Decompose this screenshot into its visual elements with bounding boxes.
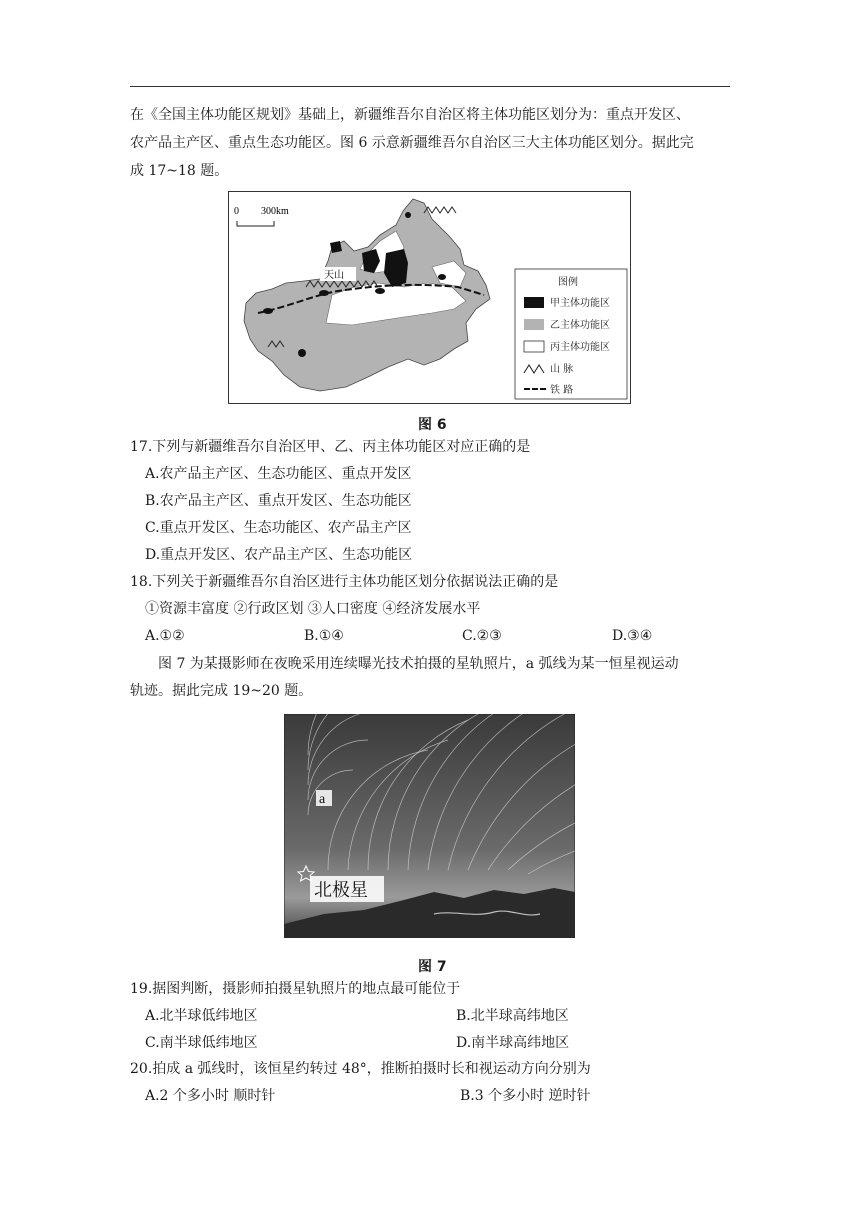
intro2-line2: 轨迹。据此完成 19~20 题。 xyxy=(130,683,313,699)
tianshan-label: 天山 xyxy=(324,270,344,281)
header-rule xyxy=(130,86,730,87)
q18-option-a: A.①② xyxy=(145,628,185,644)
figure-6-map xyxy=(228,191,632,409)
q17-option-d: D.重点开发区、农产品主产区、生态功能区 xyxy=(145,547,413,563)
q17-option-c: C.重点开发区、生态功能区、农产品主产区 xyxy=(145,520,412,536)
q18-option-b: B.①④ xyxy=(304,628,344,644)
q18-stem: 18.下列关于新疆维吾尔自治区进行主体功能区划分依据说法正确的是 xyxy=(130,574,559,590)
legend-label-mountain: 山 脉 xyxy=(550,364,574,375)
intro2-line1: 图 7 为某摄影师在夜晚采用连续曝光技术拍摄的星轨照片，a 弧线为某一恒星视运动 xyxy=(158,656,679,672)
q18-option-d: D.③④ xyxy=(612,628,653,644)
q18-option-c: C.②③ xyxy=(462,628,502,644)
figure-6-caption: 图 6 xyxy=(418,417,447,433)
figure-7-photo xyxy=(284,714,575,942)
intro1-line2: 农产品主产区、重点生态功能区。图 6 示意新疆维吾尔自治区三大主体功能区划分。据此完 xyxy=(130,135,694,151)
q20-stem: 20.拍成 a 弧线时，该恒星约转过 48°，推断拍摄时长和视运动方向分别为 xyxy=(130,1061,591,1077)
q17-stem: 17.下列与新疆维吾尔自治区甲、乙、丙主体功能区对应正确的是 xyxy=(130,439,531,455)
map-legend xyxy=(515,269,627,399)
label-a: a xyxy=(319,792,326,807)
q20-option-a: A.2 个多小时 顺时针 xyxy=(145,1088,276,1104)
legend-label-railway: 铁 路 xyxy=(550,385,574,396)
q19-option-d: D.南半球高纬地区 xyxy=(456,1035,570,1051)
q19-option-b: B.北半球高纬地区 xyxy=(456,1008,569,1024)
region-jia-altay xyxy=(405,212,411,218)
q20-option-b: B.3 个多小时 逆时针 xyxy=(460,1088,591,1104)
legend-label-bing: 丙主体功能区 xyxy=(550,342,610,353)
q19-option-c: C.南半球低纬地区 xyxy=(145,1035,258,1051)
q17-option-b: B.农产品主产区、重点开发区、生态功能区 xyxy=(145,493,412,509)
intro1-line3: 成 17~18 题。 xyxy=(130,163,229,179)
scale-zero: 0 xyxy=(234,206,239,217)
q19-option-a: A.北半球低纬地区 xyxy=(145,1008,258,1024)
polaris-label: 北极星 xyxy=(314,880,368,901)
xinjiang-map xyxy=(228,191,632,405)
legend-title: 图例 xyxy=(558,277,578,288)
q17-option-a: A.农产品主产区、生态功能区、重点开发区 xyxy=(145,466,412,482)
star-trail-photo xyxy=(284,714,575,938)
figure-7-caption: 图 7 xyxy=(418,959,447,975)
region-jia-hotan xyxy=(298,349,306,357)
scale-distance: 300km xyxy=(261,206,289,217)
region-jia-hami xyxy=(438,274,446,280)
legend-swatch-bing xyxy=(524,341,544,352)
legend-swatch-yi xyxy=(524,319,544,330)
region-jia-kuitun xyxy=(330,241,342,253)
legend-swatch-jia xyxy=(524,297,544,308)
q18-items: ①资源丰富度 ②行政区划 ③人口密度 ④经济发展水平 xyxy=(145,601,481,617)
legend-label-yi: 乙主体功能区 xyxy=(550,320,610,331)
legend-label-jia: 甲主体功能区 xyxy=(550,298,610,309)
intro1-line1: 在《全国主体功能区规划》基础上，新疆维吾尔自治区将主体功能区划分为：重点开发区、 xyxy=(130,107,690,123)
region-jia-korla xyxy=(375,288,385,294)
q19-stem: 19.据图判断，摄影师拍摄星轨照片的地点最可能位于 xyxy=(130,981,461,997)
